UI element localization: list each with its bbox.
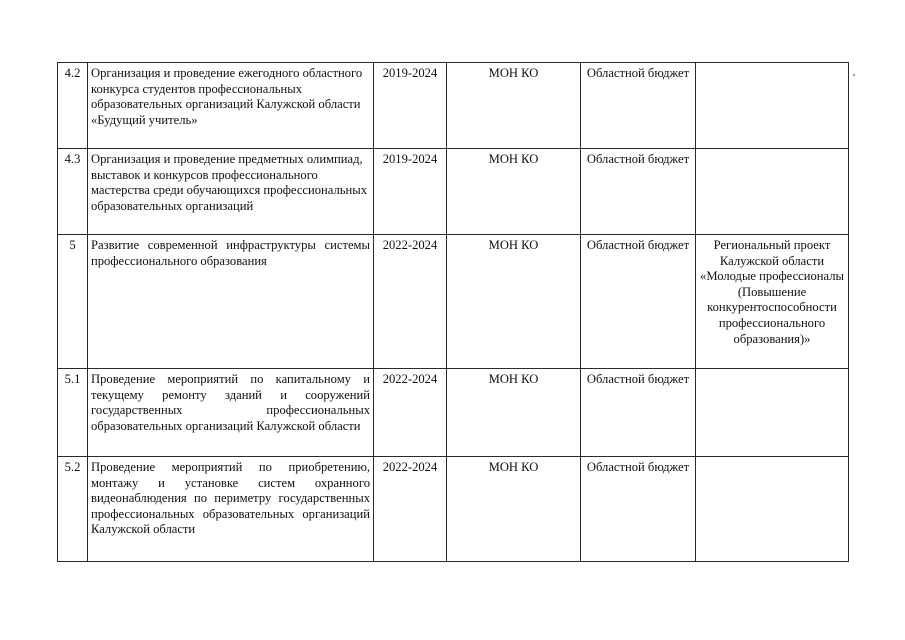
executor-cell: МОН КО [447, 149, 581, 235]
activities-table [57, 62, 849, 562]
project-link-cell [696, 457, 849, 562]
period-cell: 2019-2024 [374, 149, 447, 235]
project-link-cell [696, 369, 849, 457]
project-link-cell [696, 63, 849, 149]
row-number: 5.1 [58, 369, 88, 457]
period-cell: 2022-2024 [374, 369, 447, 457]
activity-name: Организация и проведение предметных олимпиад, выставок и конкурсов профессионального мастерства среди обучающихся профессиональных образовательных организаций [88, 149, 374, 235]
period-cell: 2022-2024 [374, 235, 447, 369]
activity-name: Организация и проведение ежегодного областного конкурса студентов профессиональных образовательных организаций Калужской области «Будущий учитель» [88, 63, 374, 149]
funding-source-cell: Областной бюджет [581, 457, 696, 562]
period-cell: 2022-2024 [374, 457, 447, 562]
row-number: 4.3 [58, 149, 88, 235]
project-link-cell: Региональный проект Калужской области «Молодые профессионалы (Повышение конкурентоспособности профессионального образования)» [696, 235, 849, 369]
period-cell: 2019-2024 [374, 63, 447, 149]
row-number: 5.2 [58, 457, 88, 562]
activity-name: Развитие современной инфраструктуры системы профессионального образования [88, 235, 374, 369]
table-row [58, 235, 849, 369]
table-row [58, 149, 849, 235]
table-row [58, 457, 849, 562]
activity-name: Проведение мероприятий по капитальному и текущему ремонту зданий и сооружений государственных профессиональных образовательных организаций Калужской области [88, 369, 374, 457]
row-number: 4.2 [58, 63, 88, 149]
executor-cell: МОН КО [447, 235, 581, 369]
project-link-cell [696, 149, 849, 235]
table-row [58, 63, 849, 149]
funding-source-cell: Областной бюджет [581, 369, 696, 457]
executor-cell: МОН КО [447, 457, 581, 562]
funding-source-cell: Областной бюджет [581, 63, 696, 149]
funding-source-cell: Областной бюджет [581, 149, 696, 235]
funding-source-cell: Областной бюджет [581, 235, 696, 369]
table-row [58, 369, 849, 457]
executor-cell: МОН КО [447, 369, 581, 457]
executor-cell: МОН КО [447, 63, 581, 149]
row-number: 5 [58, 235, 88, 369]
activity-name: Проведение мероприятий по приобретению, монтажу и установке систем охранного видеонаблюдения по периметру государственных профессиональных образовательных организаций Калужской области [88, 457, 374, 562]
scan-speck [853, 74, 855, 76]
